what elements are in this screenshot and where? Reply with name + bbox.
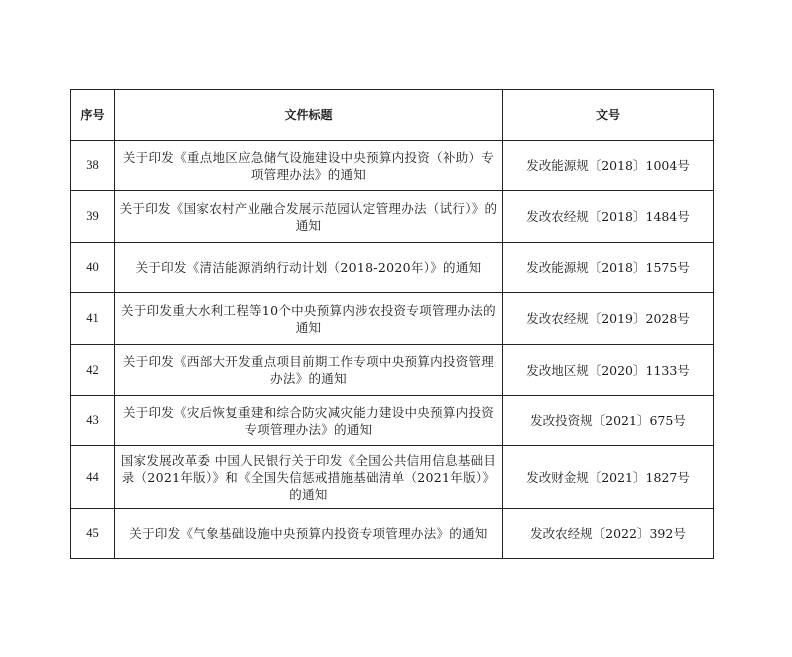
row-no: 39: [71, 191, 115, 243]
row-no: 38: [71, 141, 115, 191]
row-title: 关于印发《西部大开发重点项目前期工作专项中央预算内投资管理办法》的通知: [115, 345, 503, 396]
row-no: 40: [71, 243, 115, 293]
row-doc-no: 发改地区规〔2020〕1133号: [503, 345, 714, 396]
row-title: 国家发展改革委 中国人民银行关于印发《全国公共信用信息基础目录（2021年版）》和《全国失信惩戒措施基础清单（2021年版）》的通知: [115, 446, 503, 509]
header-doc-no: 文号: [503, 90, 714, 141]
row-title: 关于印发《重点地区应急储气设施建设中央预算内投资（补助）专项管理办法》的通知: [115, 141, 503, 191]
table-row: [71, 345, 714, 396]
row-title: 关于印发《清洁能源消纳行动计划（2018-2020年）》的通知: [115, 243, 503, 293]
table-row: [71, 191, 714, 243]
table-row: [71, 141, 714, 191]
row-doc-no: 发改农经规〔2018〕1484号: [503, 191, 714, 243]
row-doc-no: 发改农经规〔2019〕2028号: [503, 293, 714, 345]
row-doc-no: 发改农经规〔2022〕392号: [503, 509, 714, 559]
row-no: 45: [71, 509, 115, 559]
header-row: [71, 90, 714, 141]
header-no: 序号: [71, 90, 115, 141]
row-no: 41: [71, 293, 115, 345]
row-title: 关于印发重大水利工程等10个中央预算内涉农投资专项管理办法的通知: [115, 293, 503, 345]
table-row: [71, 293, 714, 345]
table-row: [71, 446, 714, 509]
row-no: 43: [71, 396, 115, 446]
table-row: [71, 243, 714, 293]
table-row: [71, 396, 714, 446]
row-title: 关于印发《气象基础设施中央预算内投资专项管理办法》的通知: [115, 509, 503, 559]
row-no: 42: [71, 345, 115, 396]
row-no: 44: [71, 446, 115, 509]
row-doc-no: 发改投资规〔2021〕675号: [503, 396, 714, 446]
row-doc-no: 发改财金规〔2021〕1827号: [503, 446, 714, 509]
header-title: 文件标题: [115, 90, 503, 141]
row-title: 关于印发《国家农村产业融合发展示范园认定管理办法（试行）》的 通知: [115, 191, 503, 243]
row-title: 关于印发《灾后恢复重建和综合防灾减灾能力建设中央预算内投资专项管理办法》的通知: [115, 396, 503, 446]
row-doc-no: 发改能源规〔2018〕1575号: [503, 243, 714, 293]
row-doc-no: 发改能源规〔2018〕1004号: [503, 141, 714, 191]
table-row: [71, 509, 714, 559]
document-table: [70, 89, 714, 559]
